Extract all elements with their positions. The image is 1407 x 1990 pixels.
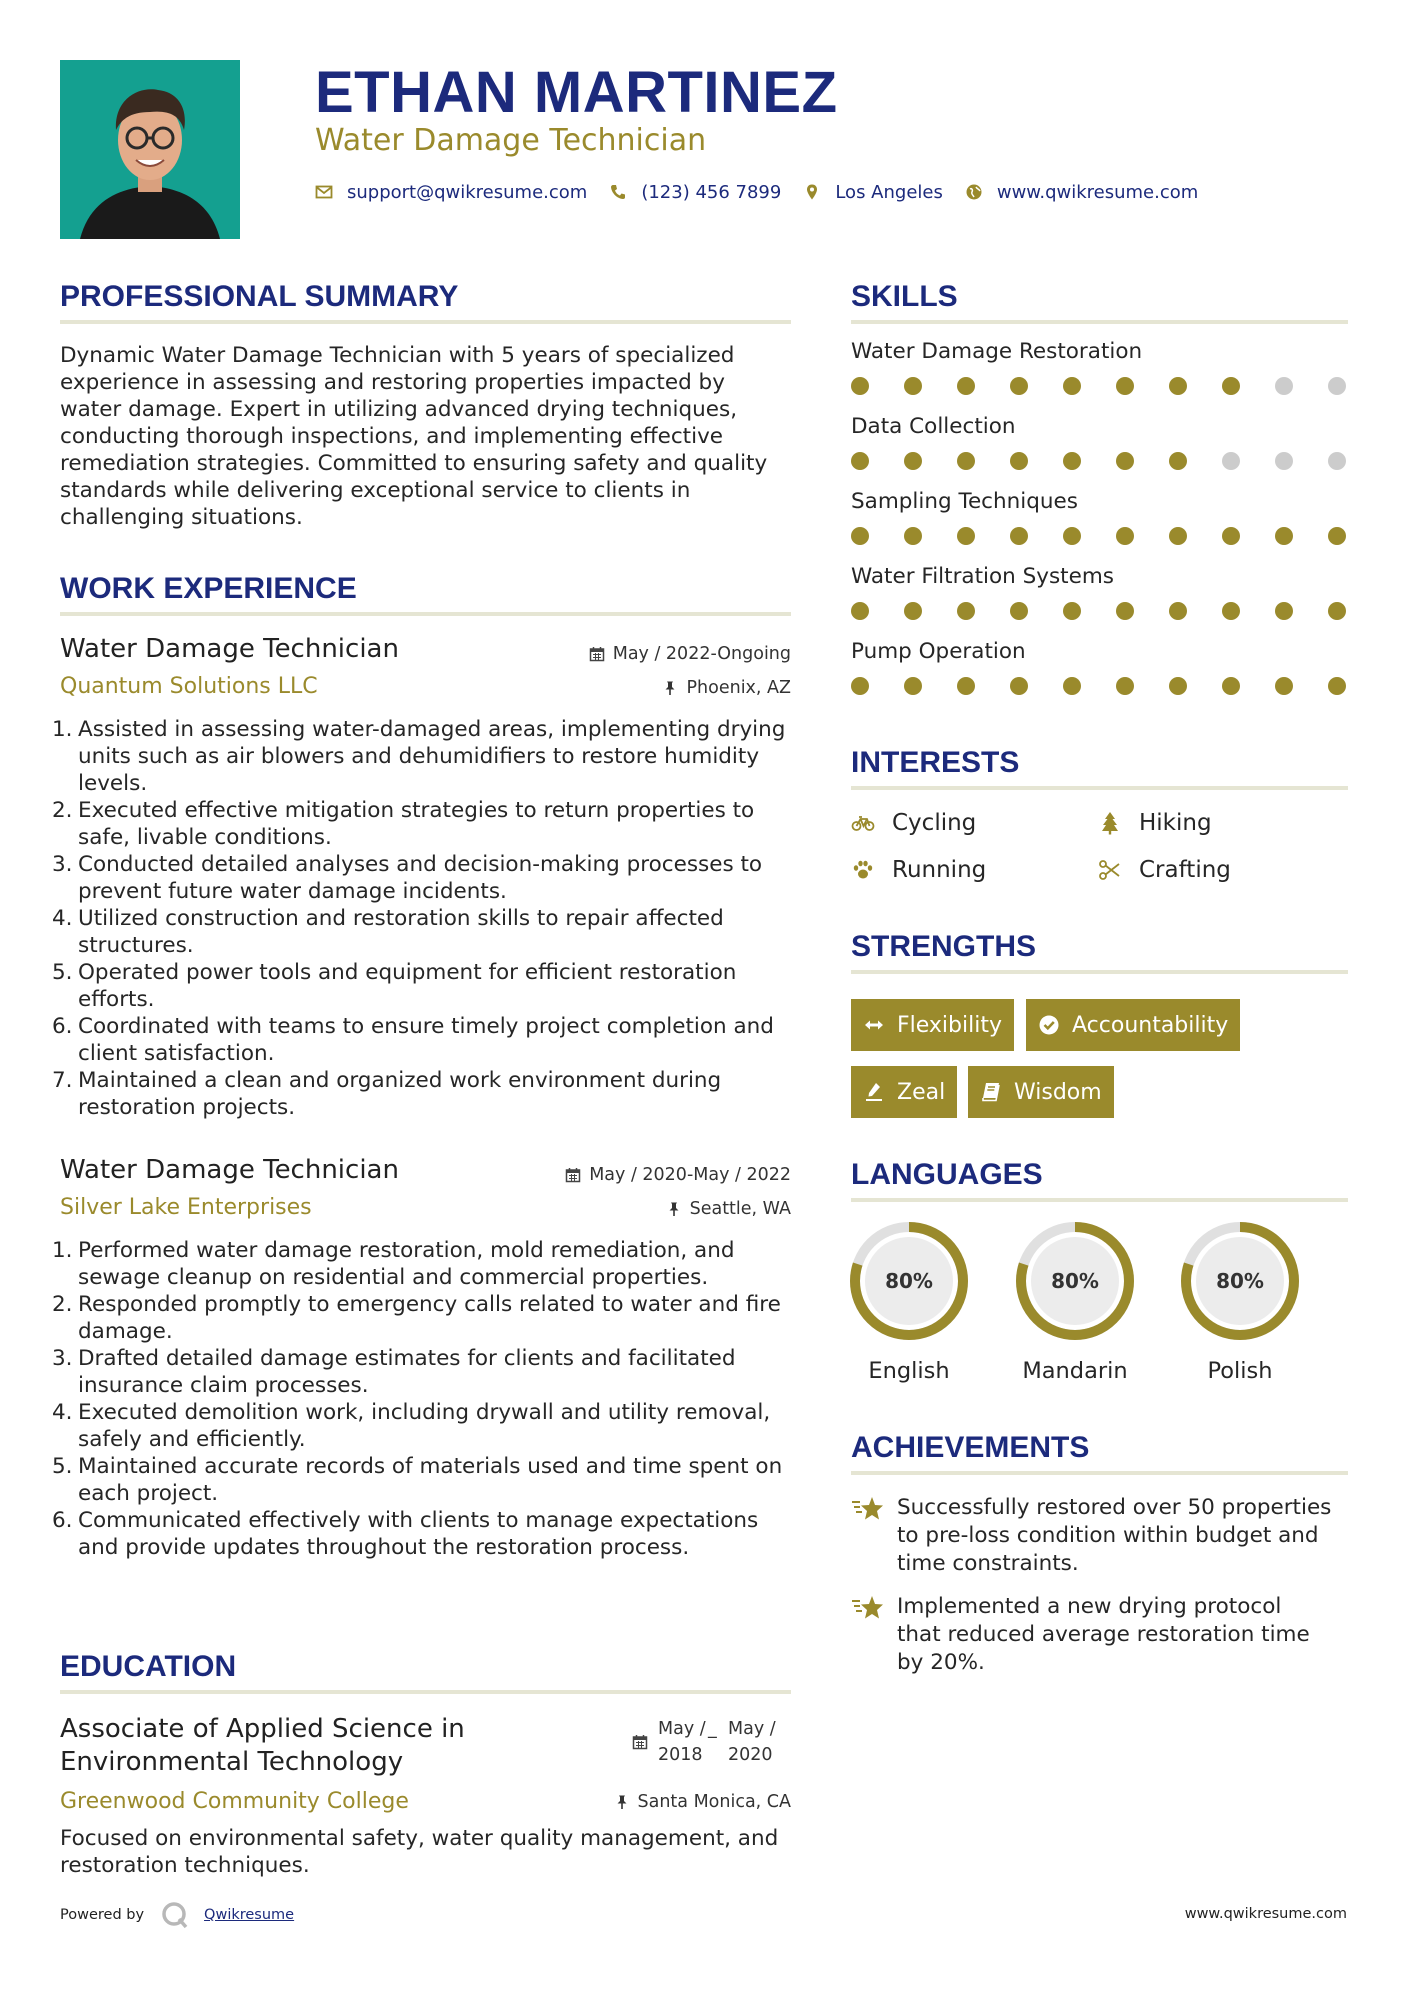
achievement-line: Implemented a new drying protocol bbox=[897, 1594, 1282, 1619]
interest-cycling: Cycling bbox=[851, 808, 976, 838]
rating-dot-filled bbox=[851, 602, 869, 620]
achievement-item bbox=[851, 1593, 1348, 1677]
achievement-line: Successfully restored over 50 properties bbox=[897, 1495, 1332, 1520]
phone-icon bbox=[609, 183, 627, 201]
skill-rating bbox=[851, 602, 1348, 620]
rating-dot-filled bbox=[1063, 677, 1081, 695]
book-icon bbox=[980, 1081, 1002, 1103]
experience-heading: WORK EXPERIENCE bbox=[60, 572, 357, 605]
list-item: 1. Performed water damage restoration, mold remediation, and sewage cleanup on residential and commercial properties. bbox=[52, 1238, 735, 1290]
rating-dot-filled bbox=[1063, 527, 1081, 545]
list-item: 1. Assisted in assessing water-damaged areas, implementing drying units such as air blowers and dehumidifiers to restore humidity levels. bbox=[52, 717, 786, 796]
job-bullets bbox=[52, 716, 797, 1121]
rating-dot-filled bbox=[851, 452, 869, 470]
skill-rating bbox=[851, 377, 1348, 395]
rating-dot-filled bbox=[1116, 452, 1134, 470]
rating-dot-filled bbox=[1010, 527, 1028, 545]
rating-dot-filled bbox=[1010, 677, 1028, 695]
rating-dot-filled bbox=[851, 377, 869, 395]
rating-dot-filled bbox=[1222, 527, 1240, 545]
job-dates bbox=[589, 642, 791, 666]
company-name: Quantum Solutions LLC bbox=[60, 674, 318, 699]
arrows-horizontal-icon bbox=[863, 1014, 885, 1036]
degree-line-1: Associate of Applied Science in bbox=[60, 1714, 465, 1744]
interest-running: Running bbox=[851, 855, 986, 885]
language-item bbox=[1013, 1219, 1137, 1386]
summary-text: Dynamic Water Damage Technician with 5 years of specialized experience in assessing and restoring properties impacted by water damage. Expert in utilizing advanced drying techniques, conducting thorough inspections, and implementing effective remediation strategies. Committed to ensuring safety and quality standards while delivering exceptional service to clients in challenging situations. bbox=[60, 343, 768, 530]
rating-dot-filled bbox=[1010, 602, 1028, 620]
list-item: 6. Communicated effectively with clients to manage expectations and provide updates throughout the restoration process. bbox=[52, 1508, 759, 1560]
language-name: Polish bbox=[1207, 1358, 1273, 1384]
skill-name: Pump Operation bbox=[851, 639, 1026, 664]
rating-dot-filled bbox=[957, 602, 975, 620]
tree-icon bbox=[1098, 811, 1122, 835]
job-dates-text: May / 2020-May / 2022 bbox=[589, 1165, 791, 1185]
job-location-text: Seattle, WA bbox=[689, 1199, 791, 1219]
list-item: 5. Operated power tools and equipment for efficient restoration efforts. bbox=[52, 960, 737, 1012]
rating-dot-filled bbox=[1169, 377, 1187, 395]
strength-zeal: Zeal bbox=[851, 1066, 957, 1118]
language-percent: 80% bbox=[1216, 1269, 1264, 1293]
languages-heading: LANGUAGES bbox=[851, 1158, 1043, 1191]
achievements-divider bbox=[851, 1471, 1348, 1475]
education-start-month: May / bbox=[658, 1719, 706, 1739]
strength-accountability: Accountability bbox=[1026, 999, 1240, 1051]
rating-dot-filled bbox=[904, 677, 922, 695]
rating-dot-filled bbox=[1116, 377, 1134, 395]
rating-dot-filled bbox=[1063, 452, 1081, 470]
rating-dot-filled bbox=[1169, 677, 1187, 695]
achievement-item bbox=[851, 1494, 1348, 1578]
company-name: Silver Lake Enterprises bbox=[60, 1195, 312, 1220]
rating-dot-filled bbox=[1116, 527, 1134, 545]
rating-dot-filled bbox=[1063, 602, 1081, 620]
interests-heading: INTERESTS bbox=[851, 746, 1020, 779]
rating-dot-filled bbox=[957, 677, 975, 695]
list-item: 6. Coordinated with teams to ensure timely project completion and client satisfaction. bbox=[52, 1014, 774, 1066]
summary-divider bbox=[60, 320, 791, 324]
rating-dot-filled bbox=[1116, 602, 1134, 620]
contact-location-text: Los Angeles bbox=[835, 181, 943, 203]
language-name: English bbox=[868, 1358, 950, 1384]
qwikresume-logo-icon bbox=[160, 1900, 190, 1930]
rating-dot-empty bbox=[1275, 377, 1293, 395]
contact-bar bbox=[315, 179, 1220, 205]
rating-dot-filled bbox=[851, 527, 869, 545]
job-bullets bbox=[52, 1237, 797, 1561]
language-name: Mandarin bbox=[1022, 1358, 1128, 1384]
bicycle-icon bbox=[851, 811, 875, 835]
skill-name: Water Filtration Systems bbox=[851, 564, 1114, 589]
rating-dot-filled bbox=[1116, 677, 1134, 695]
map-pin-icon bbox=[803, 183, 821, 201]
job-dates-text: May / 2022-Ongoing bbox=[612, 644, 791, 664]
contact-phone-text: (123) 456 7899 bbox=[641, 181, 782, 203]
rating-dot-filled bbox=[1169, 527, 1187, 545]
contact-email[interactable] bbox=[315, 182, 587, 203]
skill-name: Data Collection bbox=[851, 414, 1016, 439]
language-percent: 80% bbox=[885, 1269, 933, 1293]
pushpin-icon bbox=[662, 680, 678, 696]
list-item: 2. Responded promptly to emergency calls related to water and fire damage. bbox=[52, 1292, 781, 1344]
contact-website-text: www.qwikresume.com bbox=[996, 181, 1199, 203]
rating-dot-filled bbox=[904, 452, 922, 470]
school-name: Greenwood Community College bbox=[60, 1789, 409, 1814]
contact-location bbox=[803, 182, 943, 203]
skill-rating bbox=[851, 527, 1348, 545]
achievement-line: by 20%. bbox=[897, 1650, 985, 1675]
skill-rating bbox=[851, 677, 1348, 695]
rating-dot-filled bbox=[1169, 452, 1187, 470]
interest-hiking: Hiking bbox=[1098, 808, 1212, 838]
contact-email-text: support@qwikresume.com bbox=[347, 181, 588, 203]
language-item bbox=[847, 1219, 971, 1386]
list-item: 4. Executed demolition work, including drywall and utility removal, safely and efficiently. bbox=[52, 1400, 771, 1452]
pushpin-icon bbox=[666, 1201, 682, 1217]
language-progress-ring bbox=[1013, 1219, 1137, 1343]
language-progress-ring bbox=[847, 1219, 971, 1343]
education-end-month: May / bbox=[728, 1719, 776, 1739]
list-item: 3. Drafted detailed damage estimates for clients and facilitated insurance claim processes. bbox=[52, 1346, 736, 1398]
rating-dot-empty bbox=[1328, 377, 1346, 395]
rating-dot-filled bbox=[1222, 677, 1240, 695]
education-end-year: 2020 bbox=[728, 1745, 773, 1765]
list-item: 4. Utilized construction and restoration skills to repair affected structures. bbox=[52, 906, 724, 958]
candidate-name: ETHAN MARTINEZ bbox=[315, 60, 838, 125]
rating-dot-filled bbox=[851, 677, 869, 695]
job-title: Water Damage Technician bbox=[60, 634, 399, 664]
language-progress-ring bbox=[1178, 1219, 1302, 1343]
globe-icon bbox=[965, 183, 983, 201]
skill-name: Sampling Techniques bbox=[851, 489, 1078, 514]
job-location bbox=[666, 1197, 791, 1221]
star-icon bbox=[851, 1593, 885, 1623]
interests-divider bbox=[851, 786, 1348, 790]
education-location bbox=[614, 1790, 792, 1814]
rating-dot-filled bbox=[1222, 602, 1240, 620]
rating-dot-empty bbox=[1275, 452, 1293, 470]
contact-phone[interactable] bbox=[609, 182, 781, 203]
pen-icon bbox=[863, 1081, 885, 1103]
education-location-text: Santa Monica, CA bbox=[637, 1792, 791, 1812]
strength-wisdom: Wisdom bbox=[968, 1066, 1114, 1118]
calendar-icon bbox=[632, 1734, 648, 1750]
rating-dot-filled bbox=[1275, 602, 1293, 620]
education-divider bbox=[60, 1690, 791, 1694]
education-dates bbox=[632, 1716, 792, 1772]
interest-crafting: Crafting bbox=[1098, 855, 1231, 885]
skills-heading: SKILLS bbox=[851, 280, 958, 313]
contact-website[interactable] bbox=[965, 182, 1198, 203]
calendar-icon bbox=[589, 646, 605, 662]
candidate-title: Water Damage Technician bbox=[315, 123, 707, 158]
education-description: Focused on environmental safety, water quality management, and restoration techniques. bbox=[60, 1826, 779, 1878]
degree-line-2: Environmental Technology bbox=[60, 1747, 404, 1777]
education-separator: _ bbox=[708, 1719, 717, 1739]
rating-dot-filled bbox=[1063, 377, 1081, 395]
rating-dot-filled bbox=[1169, 602, 1187, 620]
footer-powered-by bbox=[60, 1900, 294, 1930]
calendar-icon bbox=[565, 1167, 581, 1183]
rating-dot-filled bbox=[904, 602, 922, 620]
paw-icon bbox=[851, 858, 875, 882]
list-item: 7. Maintained a clean and organized work environment during restoration projects. bbox=[52, 1068, 722, 1120]
star-icon bbox=[851, 1494, 885, 1524]
rating-dot-filled bbox=[1010, 377, 1028, 395]
rating-dot-filled bbox=[957, 377, 975, 395]
rating-dot-filled bbox=[1275, 527, 1293, 545]
envelope-icon bbox=[315, 183, 333, 201]
list-item: 3. Conducted detailed analyses and decision-making processes to prevent future water damage incidents. bbox=[52, 852, 763, 904]
strengths-divider bbox=[851, 970, 1348, 974]
rating-dot-filled bbox=[904, 527, 922, 545]
rating-dot-filled bbox=[904, 377, 922, 395]
job-title: Water Damage Technician bbox=[60, 1155, 399, 1185]
experience-divider bbox=[60, 612, 791, 616]
achievement-line: that reduced average restoration time bbox=[897, 1622, 1310, 1647]
scissors-icon bbox=[1098, 858, 1122, 882]
education-heading: EDUCATION bbox=[60, 1650, 237, 1683]
skill-name: Water Damage Restoration bbox=[851, 339, 1143, 364]
profile-photo bbox=[60, 60, 240, 239]
rating-dot-filled bbox=[957, 527, 975, 545]
rating-dot-empty bbox=[1328, 452, 1346, 470]
rating-dot-filled bbox=[957, 452, 975, 470]
powered-by-text: Powered by bbox=[60, 1907, 145, 1923]
rating-dot-filled bbox=[1328, 527, 1346, 545]
rating-dot-filled bbox=[1328, 602, 1346, 620]
list-item: 5. Maintained accurate records of materials used and time spent on each project. bbox=[52, 1454, 783, 1506]
achievement-line: time constraints. bbox=[897, 1551, 1079, 1576]
check-circle-icon bbox=[1038, 1014, 1060, 1036]
rating-dot-filled bbox=[1010, 452, 1028, 470]
strength-flexibility: Flexibility bbox=[851, 999, 1014, 1051]
language-percent: 80% bbox=[1051, 1269, 1099, 1293]
pushpin-icon bbox=[614, 1794, 630, 1810]
job-location-text: Phoenix, AZ bbox=[686, 678, 791, 698]
strengths-heading: STRENGTHS bbox=[851, 930, 1037, 963]
brand-link[interactable]: Qwikresume bbox=[204, 1907, 295, 1923]
skills-divider bbox=[851, 320, 1348, 324]
achievement-line: to pre-loss condition within budget and bbox=[897, 1523, 1319, 1548]
rating-dot-filled bbox=[1328, 677, 1346, 695]
rating-dot-filled bbox=[1222, 377, 1240, 395]
job-location bbox=[662, 676, 791, 700]
skill-rating bbox=[851, 452, 1348, 470]
footer-website[interactable]: www.qwikresume.com bbox=[1184, 1906, 1347, 1922]
rating-dot-empty bbox=[1222, 452, 1240, 470]
education-start-year: 2018 bbox=[658, 1745, 703, 1765]
languages-divider bbox=[851, 1198, 1348, 1202]
language-item bbox=[1178, 1219, 1302, 1386]
list-item: 2. Executed effective mitigation strategies to return properties to safe, livable conditions. bbox=[52, 798, 755, 850]
rating-dot-filled bbox=[1275, 677, 1293, 695]
job-dates bbox=[565, 1163, 791, 1187]
achievements-heading: ACHIEVEMENTS bbox=[851, 1431, 1090, 1464]
summary-heading: PROFESSIONAL SUMMARY bbox=[60, 280, 459, 313]
